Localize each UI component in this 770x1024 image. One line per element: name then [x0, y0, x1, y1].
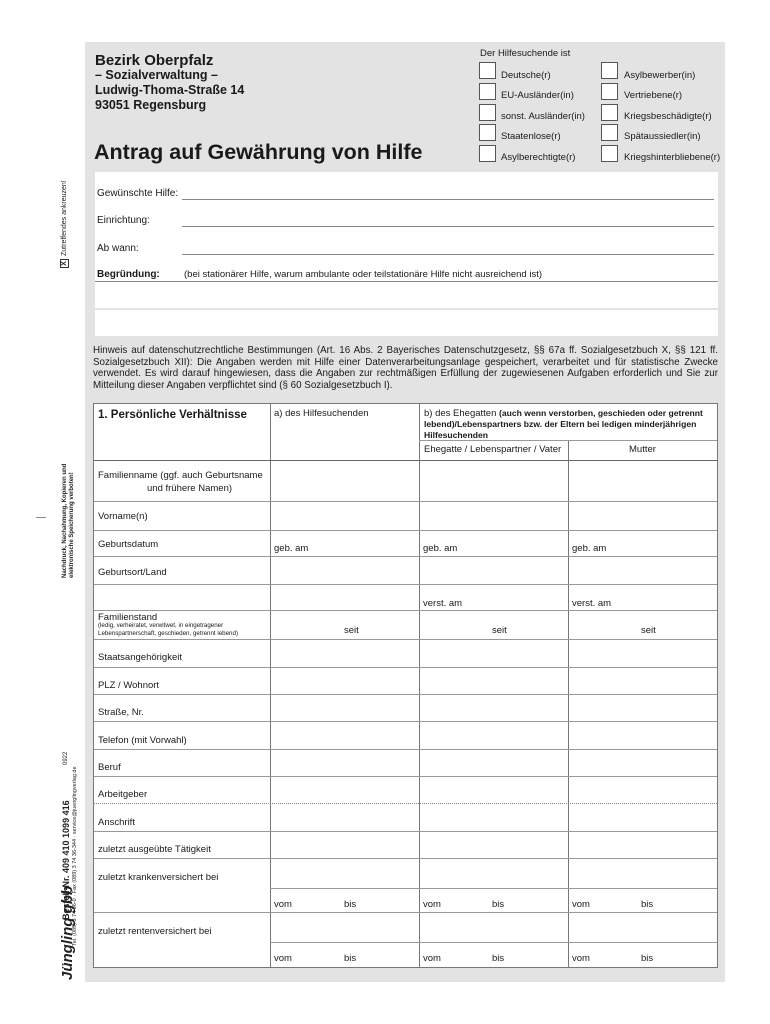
rentenversichert-label: zuletzt rentenversichert bei — [98, 926, 212, 937]
column-b-note: (auch wenn verstorben, geschieden oder getrennt lebend)/Lebenspartners bzw. der Eltern bei ledigen minderjährigen Hilfesuchenden — [424, 408, 703, 440]
fold-mark — [36, 517, 46, 518]
row-divider — [94, 460, 717, 461]
authority-name: Bezirk Oberpfalz — [95, 52, 214, 69]
row-divider — [94, 912, 717, 913]
section-title: 1. Persönliche Verhältnisse — [98, 409, 247, 421]
geb-am-b2[interactable]: geb. am — [572, 543, 607, 554]
seit-b2[interactable]: seit — [641, 625, 656, 636]
request-section — [95, 172, 718, 308]
copyright-notice — [62, 464, 76, 578]
row-divider — [94, 501, 717, 502]
kranken-vom-b2[interactable]: vom — [572, 899, 590, 910]
familienname-label: Familienname (ggf. auch Geburtsname — [98, 470, 263, 481]
checkbox-label: Deutsche(r) — [501, 70, 551, 81]
row-divider — [94, 776, 717, 777]
row-divider — [94, 858, 717, 859]
checkbox-label: sonst. Ausländer(in) — [501, 111, 585, 122]
checkbox-label: Asylbewerber(in) — [624, 70, 696, 81]
verst-am-b1[interactable]: verst. am — [423, 598, 463, 609]
gewuenschte-hilfe-field[interactable] — [182, 199, 714, 200]
seit-b1[interactable]: seit — [492, 625, 507, 636]
checkbox-label: Kriegshinterbliebene(r) — [624, 152, 721, 163]
zutreffendes-hint — [60, 180, 69, 268]
form-code: 0922 — [63, 751, 69, 765]
row-divider — [94, 610, 717, 611]
strasse-label: Straße, Nr. — [98, 707, 144, 718]
checkbox-label: Vertriebene(r) — [624, 90, 683, 101]
row-divider — [94, 556, 717, 557]
row-divider — [94, 803, 717, 804]
renten-vom-a[interactable]: vom — [274, 953, 292, 964]
row-divider — [270, 942, 717, 943]
checkbox-label: Kriegsbeschädigte(r) — [624, 111, 712, 122]
column-divider — [270, 404, 271, 967]
verst-am-b2[interactable]: verst. am — [572, 598, 612, 609]
checkbox-label: EU-Ausländer(in) — [501, 90, 574, 101]
kranken-bis-b2[interactable]: bis — [641, 899, 654, 910]
checkbox-eu-auslaender[interactable] — [479, 83, 496, 100]
checkbox-kriegsbeschaedigte[interactable] — [601, 104, 618, 121]
column-divider — [419, 404, 420, 967]
checkbox-sonst-auslaender[interactable] — [479, 104, 496, 121]
row-divider — [94, 721, 717, 722]
personal-details-table — [93, 403, 718, 968]
row-divider — [94, 639, 717, 640]
familienstand-note: (ledig, verheiratet, verwitwet, in eingetragener Lebenspartnerschaft, geschieden, getrennt lebend) — [98, 622, 239, 637]
kranken-bis-a[interactable]: bis — [344, 899, 357, 910]
geb-am-b1[interactable]: geb. am — [423, 543, 458, 554]
renten-vom-b1[interactable]: vom — [423, 953, 441, 964]
kranken-vom-a[interactable]: vom — [274, 899, 292, 910]
row-divider — [94, 530, 717, 531]
telefon-label: Telefon (mit Vorwahl) — [98, 735, 187, 746]
checkbox-label: Spätaussiedler(in) — [624, 131, 701, 142]
begruendung-label: Begründung: — [97, 269, 160, 280]
staatsangehoerigkeit-label: Staatsangehörigkeit — [98, 652, 182, 663]
publisher-logo: Jüngling gbb — [59, 885, 76, 980]
begruendung-extra-field[interactable] — [95, 310, 718, 336]
geburtsort-label: Geburtsort/Land — [98, 567, 167, 578]
row-divider — [419, 440, 717, 441]
zutreffendes-text: Zutreffendes ankreuzen! — [61, 180, 68, 256]
familienname-label-2: und frühere Namen) — [147, 483, 233, 494]
gewuenschte-hilfe-label: Gewünschte Hilfe: — [97, 188, 179, 199]
begruendung-hint: (bei stationärer Hilfe, warum ambulante oder teilstationäre Hilfe nicht ausreichend ist) — [184, 269, 543, 280]
anschrift-label: Anschrift — [98, 817, 135, 828]
plz-wohnort-label: PLZ / Wohnort — [98, 680, 160, 691]
kranken-bis-b1[interactable]: bis — [492, 899, 505, 910]
row-divider — [94, 831, 717, 832]
row-divider — [94, 584, 717, 585]
checkbox-staatenlose[interactable] — [479, 124, 496, 141]
checkbox-label: Asylberechtigte(r) — [501, 152, 576, 163]
renten-vom-b2[interactable]: vom — [572, 953, 590, 964]
column-b-prefix: b) des Ehegatten — [424, 408, 497, 419]
form-title: Antrag auf Gewährung von Hilfe — [94, 140, 423, 164]
column-b-header — [424, 408, 716, 441]
copyright-line-2: elektronische Speicherung verboten! — [69, 472, 75, 578]
checkbox-spaetaussiedler[interactable] — [601, 124, 618, 141]
ab-wann-field[interactable] — [182, 254, 714, 255]
checkbox-deutsche[interactable] — [479, 62, 496, 79]
krankenversichert-label: zuletzt krankenversichert bei — [98, 872, 219, 883]
checkbox-asylbewerber[interactable] — [601, 62, 618, 79]
kranken-vom-b1[interactable]: vom — [423, 899, 441, 910]
authority-city: 93051 Regensburg — [95, 98, 207, 112]
bestell-nr: Bestell-Nr. 409 410 1099 416 — [61, 800, 71, 920]
begruendung-field[interactable] — [95, 281, 718, 282]
column-b1-header: Ehegatte / Lebenspartner / Vater — [424, 444, 562, 455]
checkbox-kriegshinterbliebene[interactable] — [601, 145, 618, 162]
geb-am-a[interactable]: geb. am — [274, 543, 309, 554]
column-a-header: a) des Hilfesuchenden — [274, 408, 369, 419]
hilfesuchende-heading: Der Hilfesuchende ist — [480, 48, 571, 59]
authority-street: Ludwig-Thoma-Straße 14 — [95, 83, 245, 97]
checkbox-asylberechtigte[interactable] — [479, 145, 496, 162]
geburtsdatum-label: Geburtsdatum — [98, 539, 159, 550]
vorname-label: Vorname(n) — [98, 511, 148, 522]
checkbox-label: Staatenlose(r) — [501, 131, 561, 142]
checkbox-vertriebene[interactable] — [601, 83, 618, 100]
x-mark-icon: X — [60, 259, 69, 268]
einrichtung-field[interactable] — [182, 226, 714, 227]
row-divider — [94, 667, 717, 668]
arbeitgeber-label: Arbeitgeber — [98, 789, 148, 800]
renten-bis-b2[interactable]: bis — [641, 953, 654, 964]
renten-bis-a[interactable]: bis — [344, 953, 357, 964]
familienstand-label: Familienstand — [98, 612, 158, 623]
row-divider — [94, 694, 717, 695]
taetigkeit-label: zuletzt ausgeübte Tätigkeit — [98, 844, 211, 855]
row-divider — [270, 888, 717, 889]
ab-wann-label: Ab wann: — [97, 243, 139, 254]
publisher-contact: Tel. (089) 3 74 36-0 · Fax (089) 3 74 36-344 · service@juenglingverlag.de — [72, 766, 78, 946]
seit-a[interactable]: seit — [344, 625, 359, 636]
column-b2-header: Mutter — [629, 444, 656, 455]
renten-bis-b1[interactable]: bis — [492, 953, 505, 964]
einrichtung-label: Einrichtung: — [97, 215, 150, 226]
copyright-line-1: Nachdruck, Nachahmung, Kopieren und — [62, 463, 68, 578]
row-divider — [94, 749, 717, 750]
beruf-label: Beruf — [98, 762, 121, 773]
authority-department: – Sozialverwaltung – — [95, 68, 218, 82]
datenschutz-notice: Hinweis auf datenschutzrechtliche Bestimmungen (Art. 16 Abs. 2 Bayerisches Datenschutzgesetz, §§ 67a ff. Sozialgesetzbuch X, §§ 121 ff. Sozialgesetzbuch XII): Die Angaben werden mit Hilfe einer Datenverarbeitungsanlage gespeichert, verarbeitet und für statistische Zwecke verwendet. Es wird darauf hingewiesen, dass die Angaben zur rechtmäßigen Erfüllung der zugewiesenen Aufgaben erforderlich und Sie zur Mitteilung dieser Angaben verpflichtet sind (§ 60 Sozialgesetzbuch I). — [93, 345, 718, 391]
